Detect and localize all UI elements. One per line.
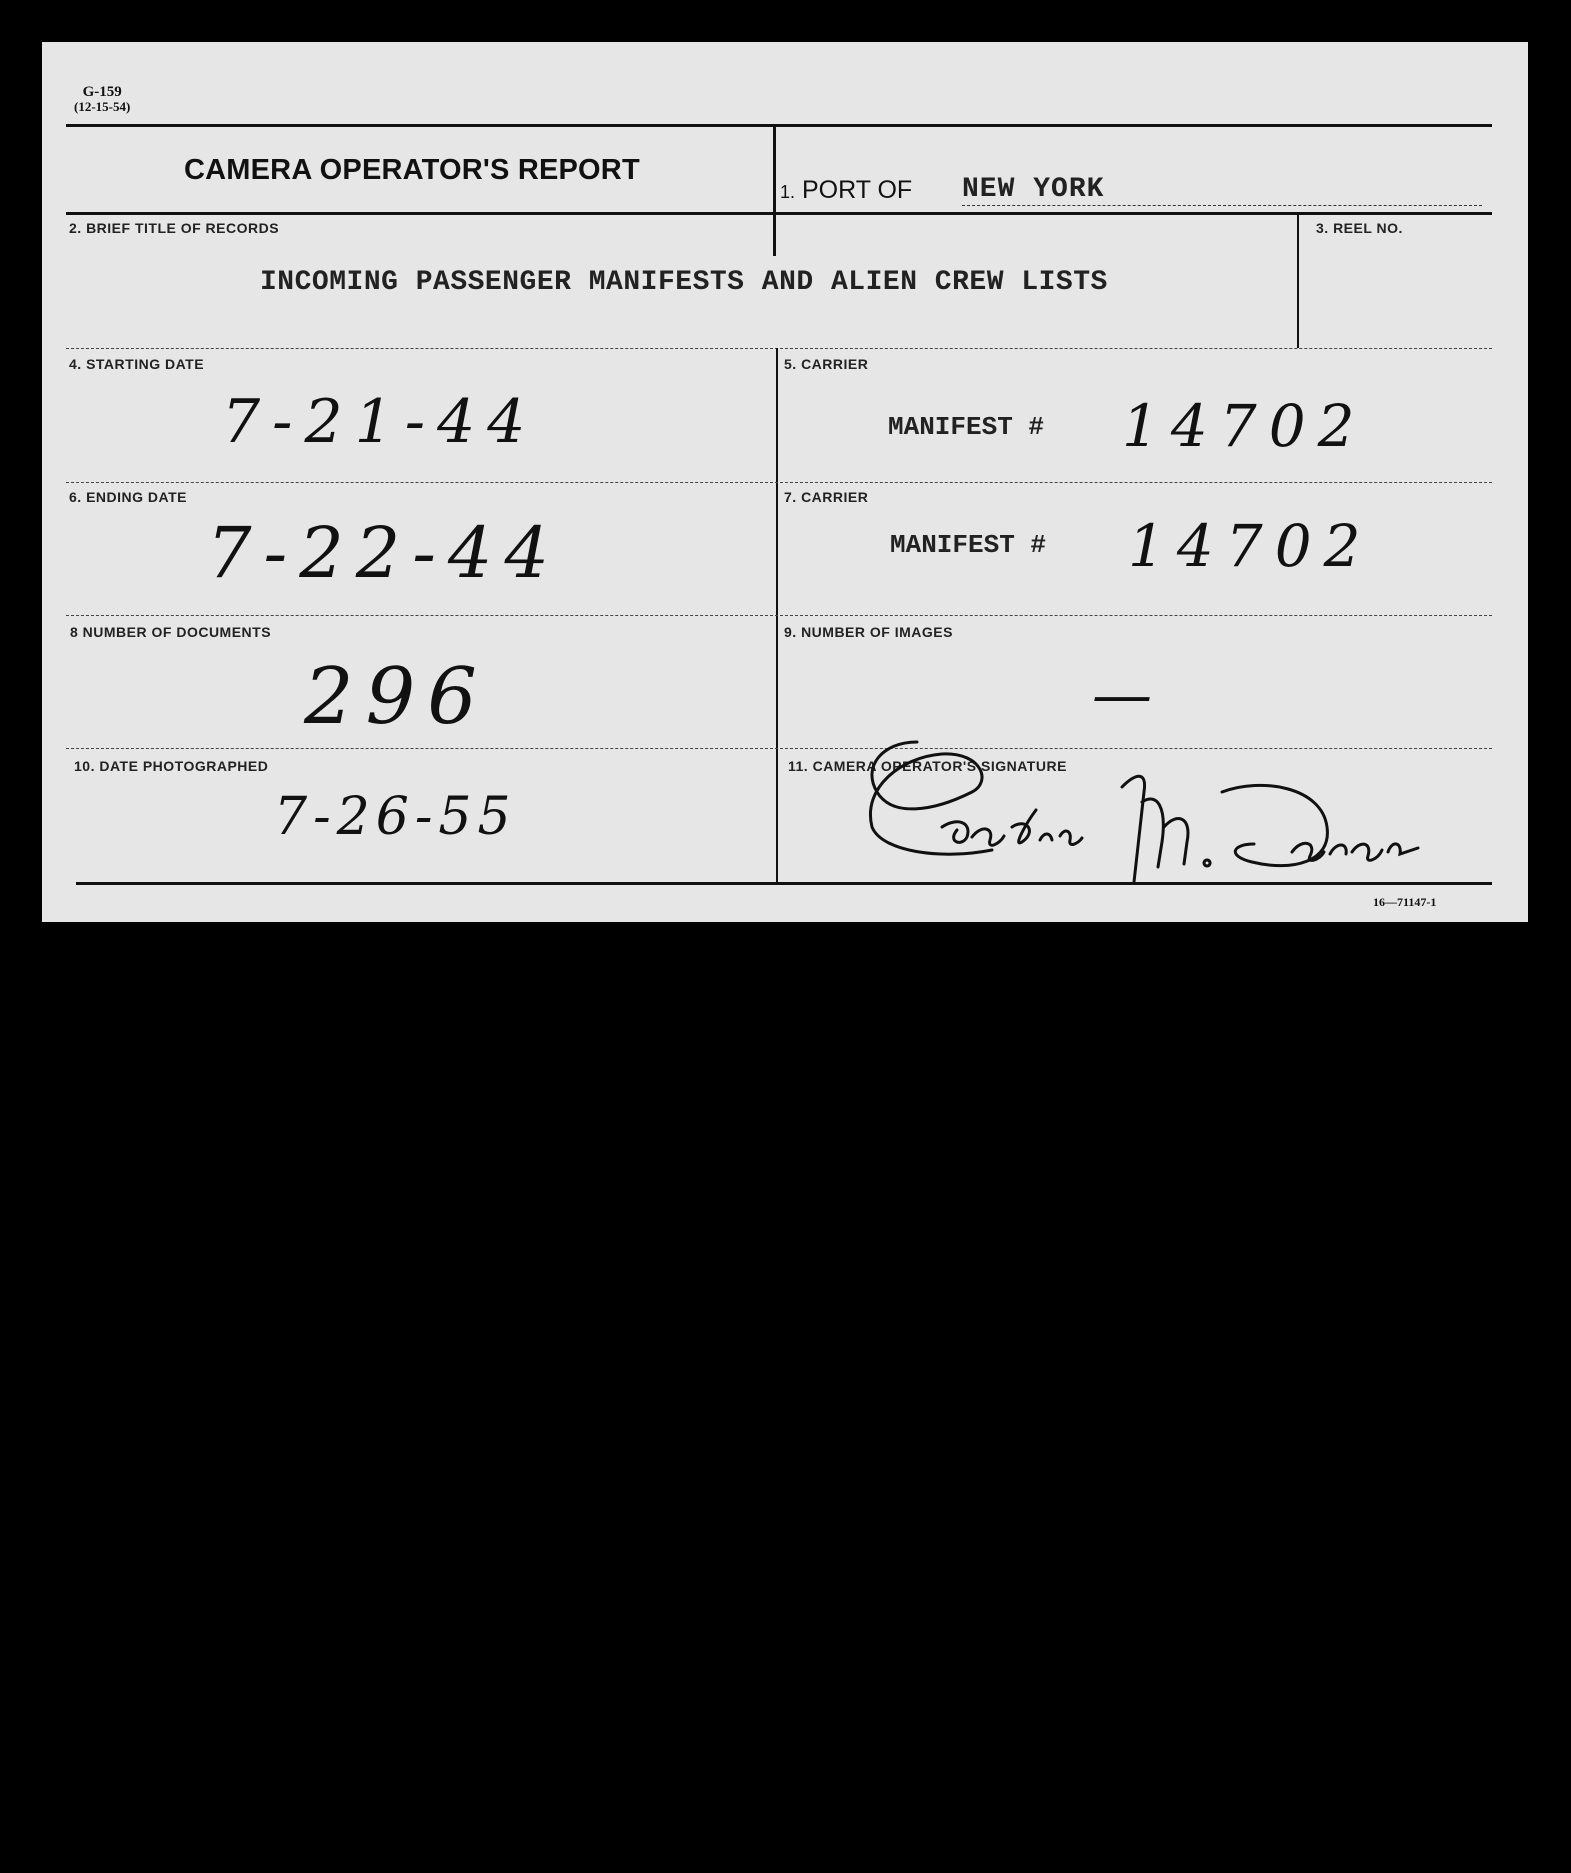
carrier-7-typed: MANIFEST # (890, 530, 1047, 560)
reel-label: 3. REEL NO. (1316, 220, 1403, 236)
signature-label: 11. CAMERA OPERATOR'S SIGNATURE (788, 758, 1067, 774)
carrier-7-value: 14702 (1128, 512, 1373, 580)
form-title: CAMERA OPERATOR'S REPORT (184, 154, 640, 186)
operator-signature (822, 732, 1442, 922)
images-label: 9. NUMBER OF IMAGES (784, 624, 953, 640)
port-label-text: PORT OF (801, 176, 913, 204)
bottom-rule (76, 882, 1492, 885)
form-code-block (74, 85, 130, 113)
port-underline (962, 205, 1482, 206)
form-revision-date: (12-15-54) (74, 99, 131, 114)
records-title-value: INCOMING PASSENGER MANIFESTS AND ALIEN CREW LISTS (260, 267, 1108, 298)
documents-label: 8 NUMBER OF DOCUMENTS (70, 624, 272, 640)
header-bottom-rule (66, 212, 1492, 215)
port-label-number: 1. (780, 182, 796, 202)
camera-operator-report-card (42, 42, 1528, 922)
port-label (780, 176, 912, 205)
carrier-5-label: 5. CARRIER (784, 356, 869, 372)
records-bottom-rule (66, 348, 1492, 349)
port-value: NEW YORK (962, 174, 1105, 205)
carrier-5-typed: MANIFEST # (888, 412, 1045, 442)
form-code: G-159 (82, 84, 122, 100)
top-rule (66, 124, 1492, 127)
starting-date-value: 7-21-44 (222, 387, 538, 457)
ending-date-label: 6. ENDING DATE (69, 489, 187, 505)
date-photographed-label: 10. DATE PHOTOGRAPHED (74, 758, 269, 774)
reel-divider (1297, 212, 1299, 348)
header-divider (773, 124, 776, 256)
records-label: 2. BRIEF TITLE OF RECORDS (69, 220, 280, 236)
starting-date-label: 4. STARTING DATE (69, 356, 205, 372)
images-value: — (1092, 660, 1152, 730)
row-6-bottom-rule (66, 615, 1492, 616)
documents-value: 296 (304, 652, 489, 742)
carrier-5-value: 14702 (1122, 392, 1367, 460)
center-divider (776, 348, 778, 884)
date-photographed-value: 7-26-55 (274, 787, 517, 847)
row-4-bottom-rule (66, 482, 1492, 483)
ending-date-value: 7-22-44 (207, 512, 561, 594)
carrier-7-label: 7. CARRIER (784, 489, 869, 505)
footer-code: 16—71147-1 (1373, 895, 1437, 909)
